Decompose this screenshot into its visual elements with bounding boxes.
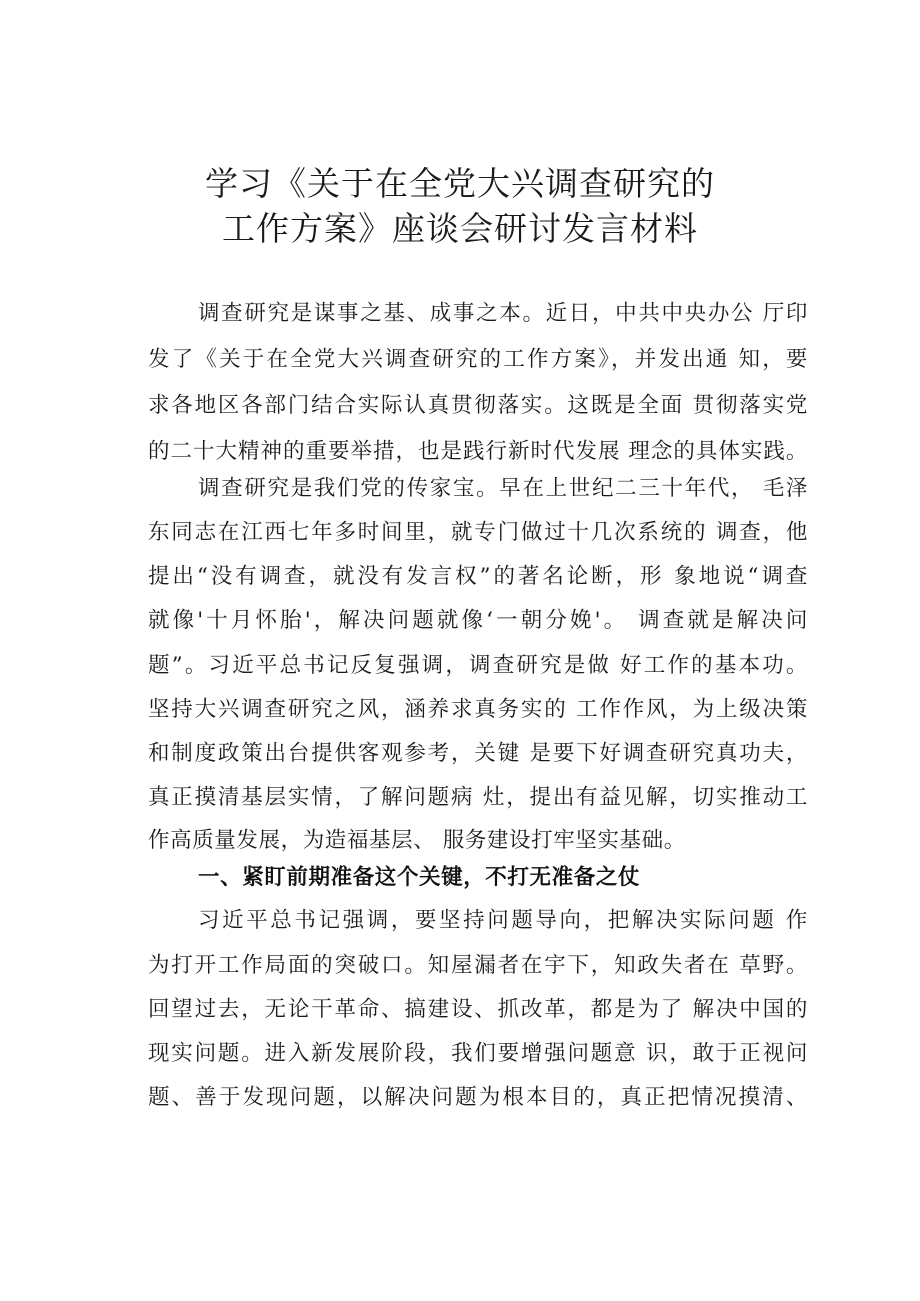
paragraph-1-line-4: 的二十大精神的重要举措，也是践行新时代发展 理念的具体实践。: [148, 439, 808, 464]
paragraph-2-line-7: 和制度政策出台提供客观参考，关键 是要下好调查研究真功夫，: [148, 741, 808, 766]
paragraph-2-line-9: 作高质量发展，为造福基层、 服务建设打牢坚实基础。: [148, 828, 686, 853]
paragraph-2-line-5: 题”。习近平总书记反复强调，调查研究是做 好工作的基本功。: [148, 653, 808, 678]
paragraph-3-line-5: 题、善于发现问题，以解决问题为根本目的，真正把情况摸清、: [148, 1085, 808, 1110]
paragraph-3-line-2: 为打开工作局面的突破口。知屋漏者在宇下，知政失者在 草野。: [148, 953, 808, 978]
paragraph-2-line-4: 就像'十月怀胎'，解决问题就像‘一朝分娩'。 调查就是解决问: [148, 608, 808, 633]
paragraph-1-line-1: 调查研究是谋事之基、成事之本。近日，中共中央办公 厅印: [198, 301, 808, 326]
paragraph-2-line-8: 真正摸清基层实情，了解问题病 灶，提出有益见解，切实推动工: [148, 785, 808, 810]
document-title-line-2: 工作方案》座谈会研讨发言材料: [222, 209, 698, 248]
paragraph-2-line-3: 提出“没有调查，就没有发言权”的著名论断，形 象地说“调查: [148, 564, 808, 589]
paragraph-2-line-2: 东同志在江西七年多时间里，就专门做过十几次系统的 调查，他: [148, 520, 808, 545]
paragraph-3-line-3: 回望过去，无论干革命、搞建设、抓改革，都是为了 解决中国的: [148, 997, 808, 1022]
paragraph-1-line-3: 求各地区各部门结合实际认真贯彻落实。这既是全面 贯彻落实党: [148, 393, 808, 418]
section-heading-1: 一、紧盯前期准备这个关键，不打无准备之仗: [198, 865, 641, 890]
document-title-line-1: 学习《关于在全党大兴调查研究的: [205, 164, 715, 203]
paragraph-2-line-6: 坚持大兴调查研究之风，涵养求真务实的 工作作风，为上级决策: [148, 697, 808, 722]
paragraph-3-line-4: 现实问题。进入新发展阶段，我们要增强问题意 识，敢于正视问: [148, 1041, 808, 1066]
paragraph-1-line-2: 发了《关于在全党大兴调查研究的工作方案》，并发出通 知，要: [148, 347, 808, 372]
paragraph-2-line-1: 调查研究是我们党的传家宝。早在上世纪二三十年代， 毛泽: [198, 476, 808, 501]
paragraph-3-line-1: 习近平总书记强调，要坚持问题导向，把解决实际问题 作: [198, 908, 808, 933]
